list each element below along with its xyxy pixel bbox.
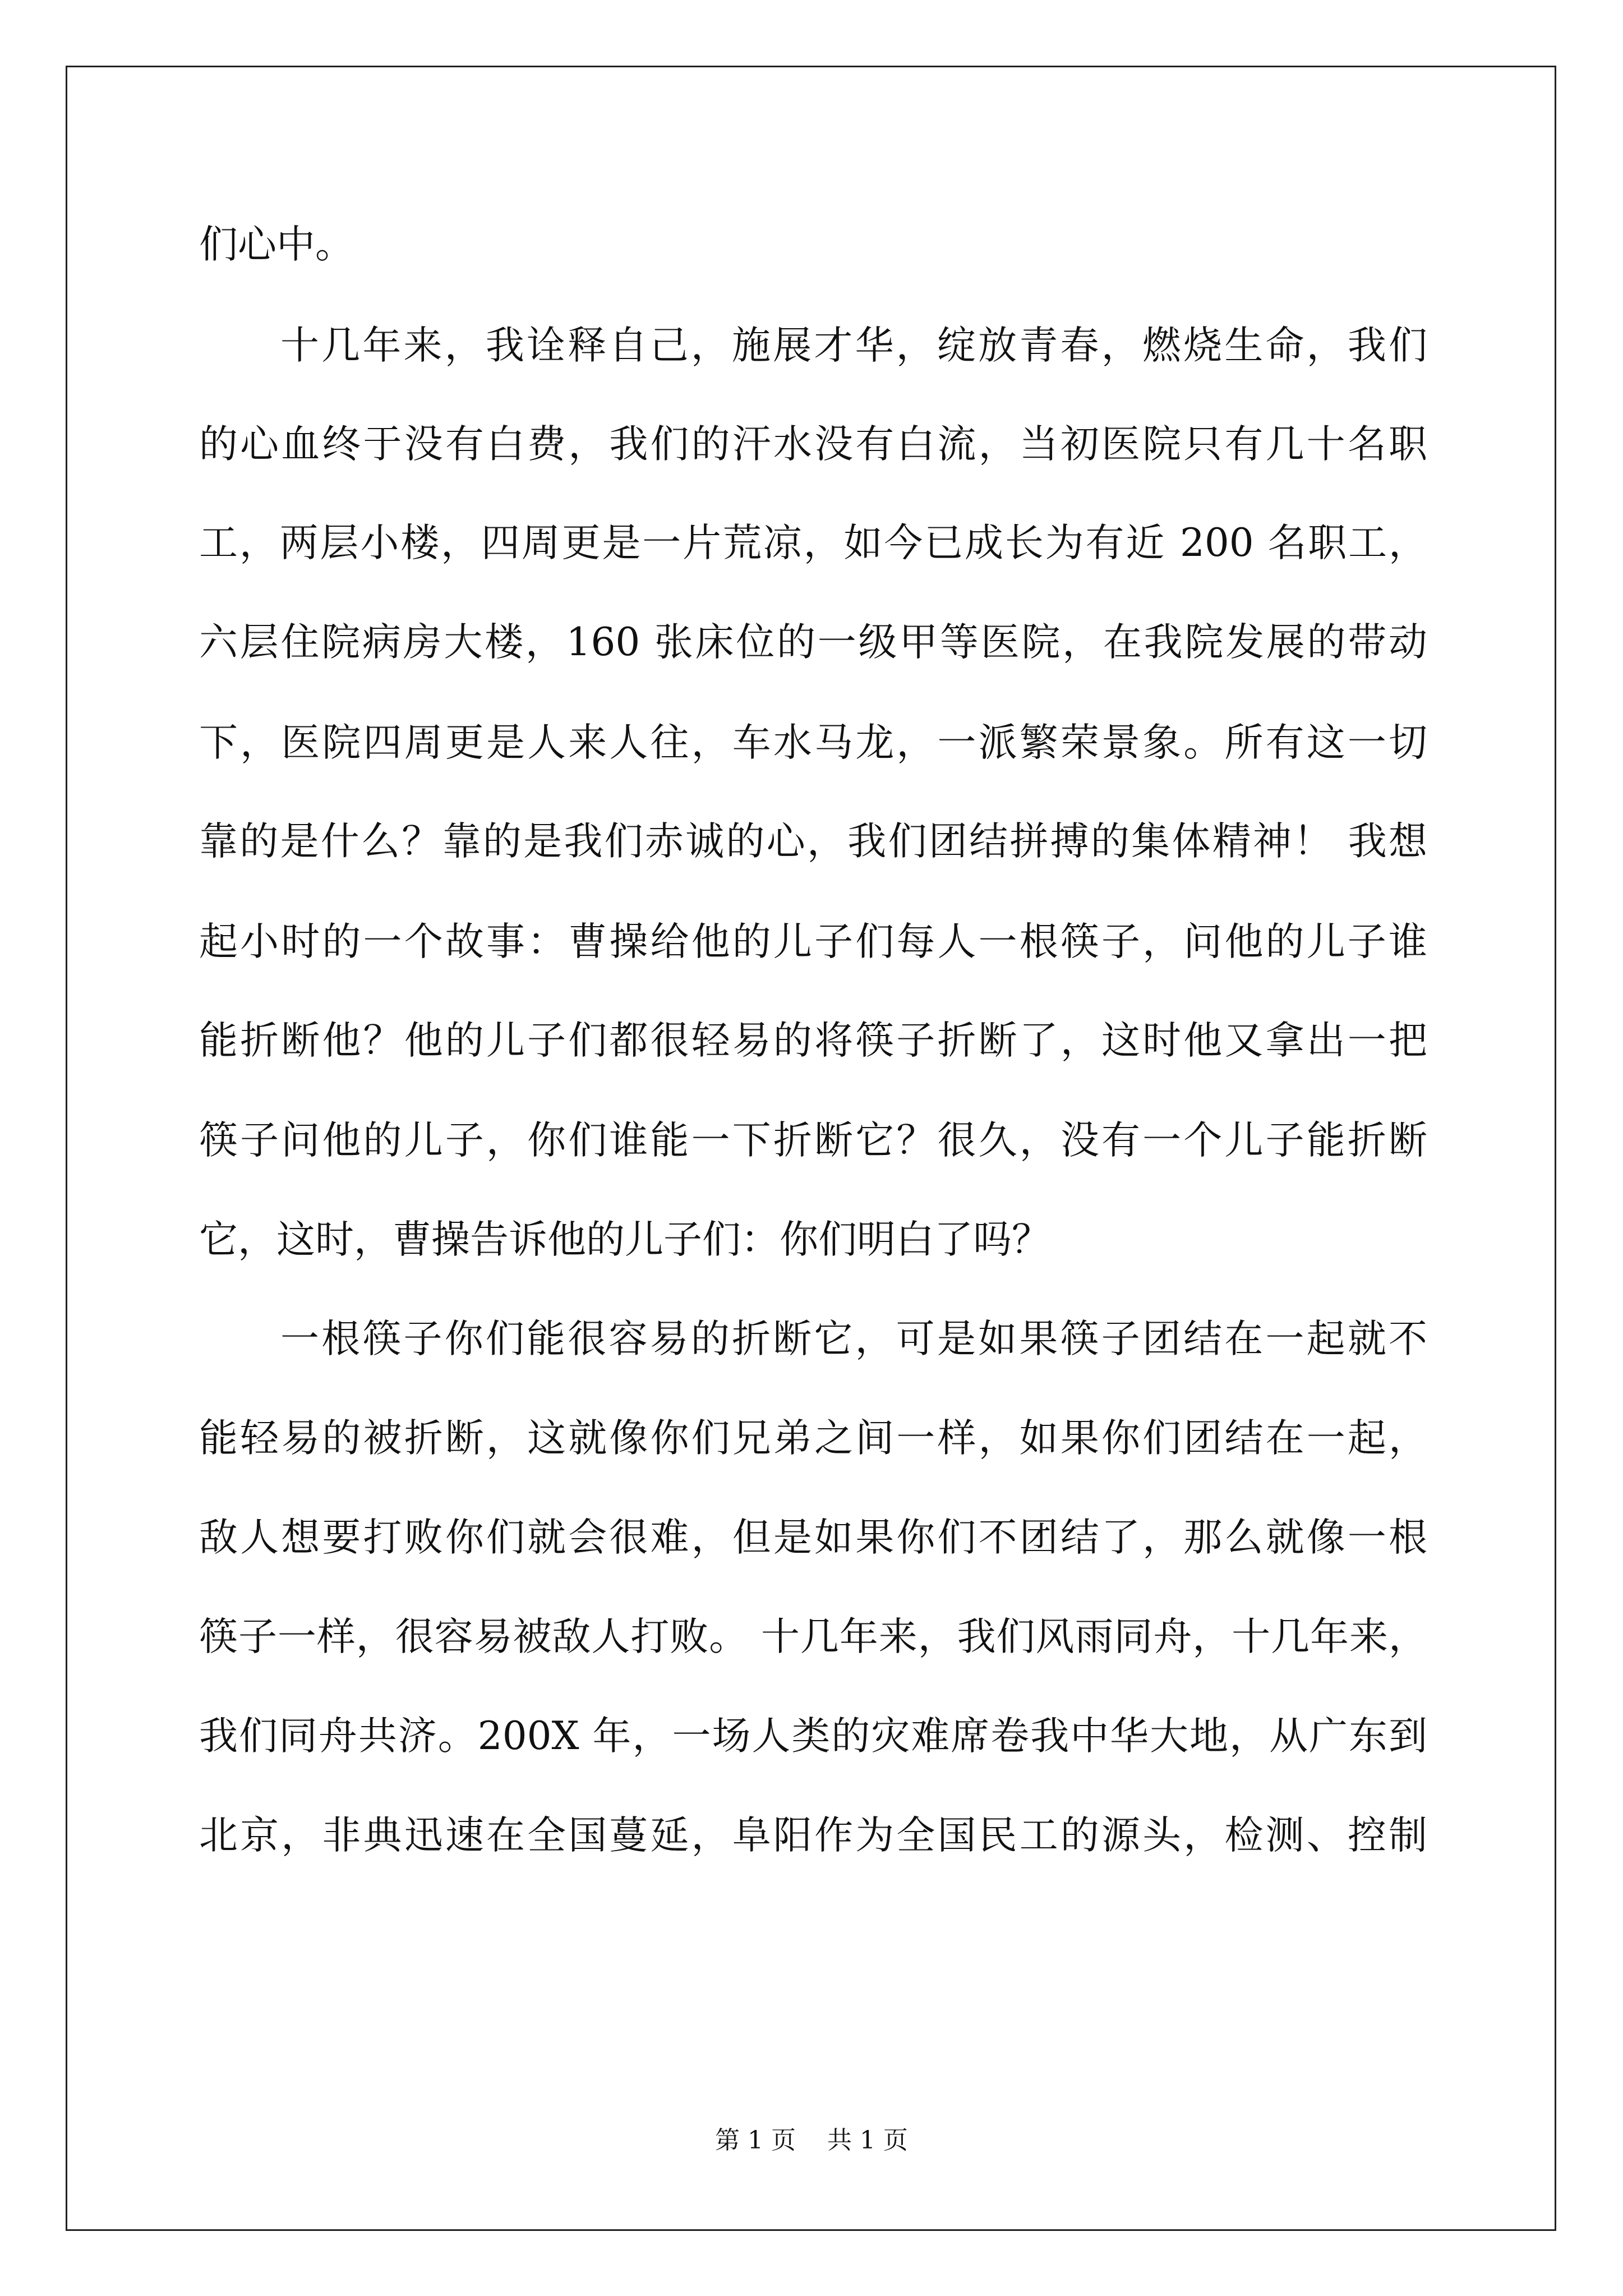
text-line: 能折断他？他的儿子们都很轻易的将筷子折断了，这时他又拿出一把 — [199, 1018, 1427, 1063]
text-line: 六层住院病房大楼，160 张床位的一级甲等医院，在我院发展的带动 — [199, 620, 1427, 665]
text-line: 它，这时，曹操告诉他的儿子们：你们明白了吗？ — [199, 1217, 1050, 1262]
text-line: 起小时的一个故事：曹操给他的儿子们每人一根筷子，问他的儿子谁 — [199, 919, 1427, 964]
text-line: 敌人想要打败你们就会很难，但是如果你们不团结了，那么就像一根 — [199, 1515, 1427, 1560]
page-total: 共 1 页 — [827, 2126, 908, 2155]
text-line: 下，医院四周更是人来人往，车水马龙，一派繁荣景象。所有这一切 — [199, 720, 1427, 765]
paragraph-first-line: 一根筷子你们能很容易的折断它，可是如果筷子团结在一起就不 — [280, 1317, 1427, 1361]
text-line: 筷子问他的儿子，你们谁能一下折断它？很久，没有一个儿子能折断 — [199, 1118, 1427, 1163]
paragraph-first-line: 十几年来，我诠释自己，施展才华，绽放青春，燃烧生命，我们 — [280, 323, 1427, 368]
page-number: 第 1 页 — [715, 2126, 796, 2155]
text-line: 工，两层小楼，四周更是一片荒凉，如今已成长为有近 200 名职工， — [199, 521, 1427, 565]
text-line: 靠的是什么？靠的是我们赤诚的心，我们团结拼搏的集体精神！ 我想 — [199, 819, 1427, 864]
text-line: 我们同舟共济。200X 年，一场人类的灾难席卷我中华大地，从广东到 — [199, 1714, 1427, 1759]
page-footer — [0, 2126, 1623, 2155]
text-line: 的心血终于没有白费，我们的汗水没有白流，当初医院只有几十名职 — [199, 422, 1427, 467]
text-line: 们心中。 — [199, 222, 354, 267]
text-line: 能轻易的被折断，这就像你们兄弟之间一样，如果你们团结在一起， — [199, 1416, 1427, 1461]
text-line: 筷子一样，很容易被敌人打败。 十几年来，我们风雨同舟，十几年来， — [199, 1614, 1427, 1659]
text-line: 北京，非典迅速在全国蔓延，阜阳作为全国民工的源头，检测、控制 — [199, 1813, 1427, 1858]
